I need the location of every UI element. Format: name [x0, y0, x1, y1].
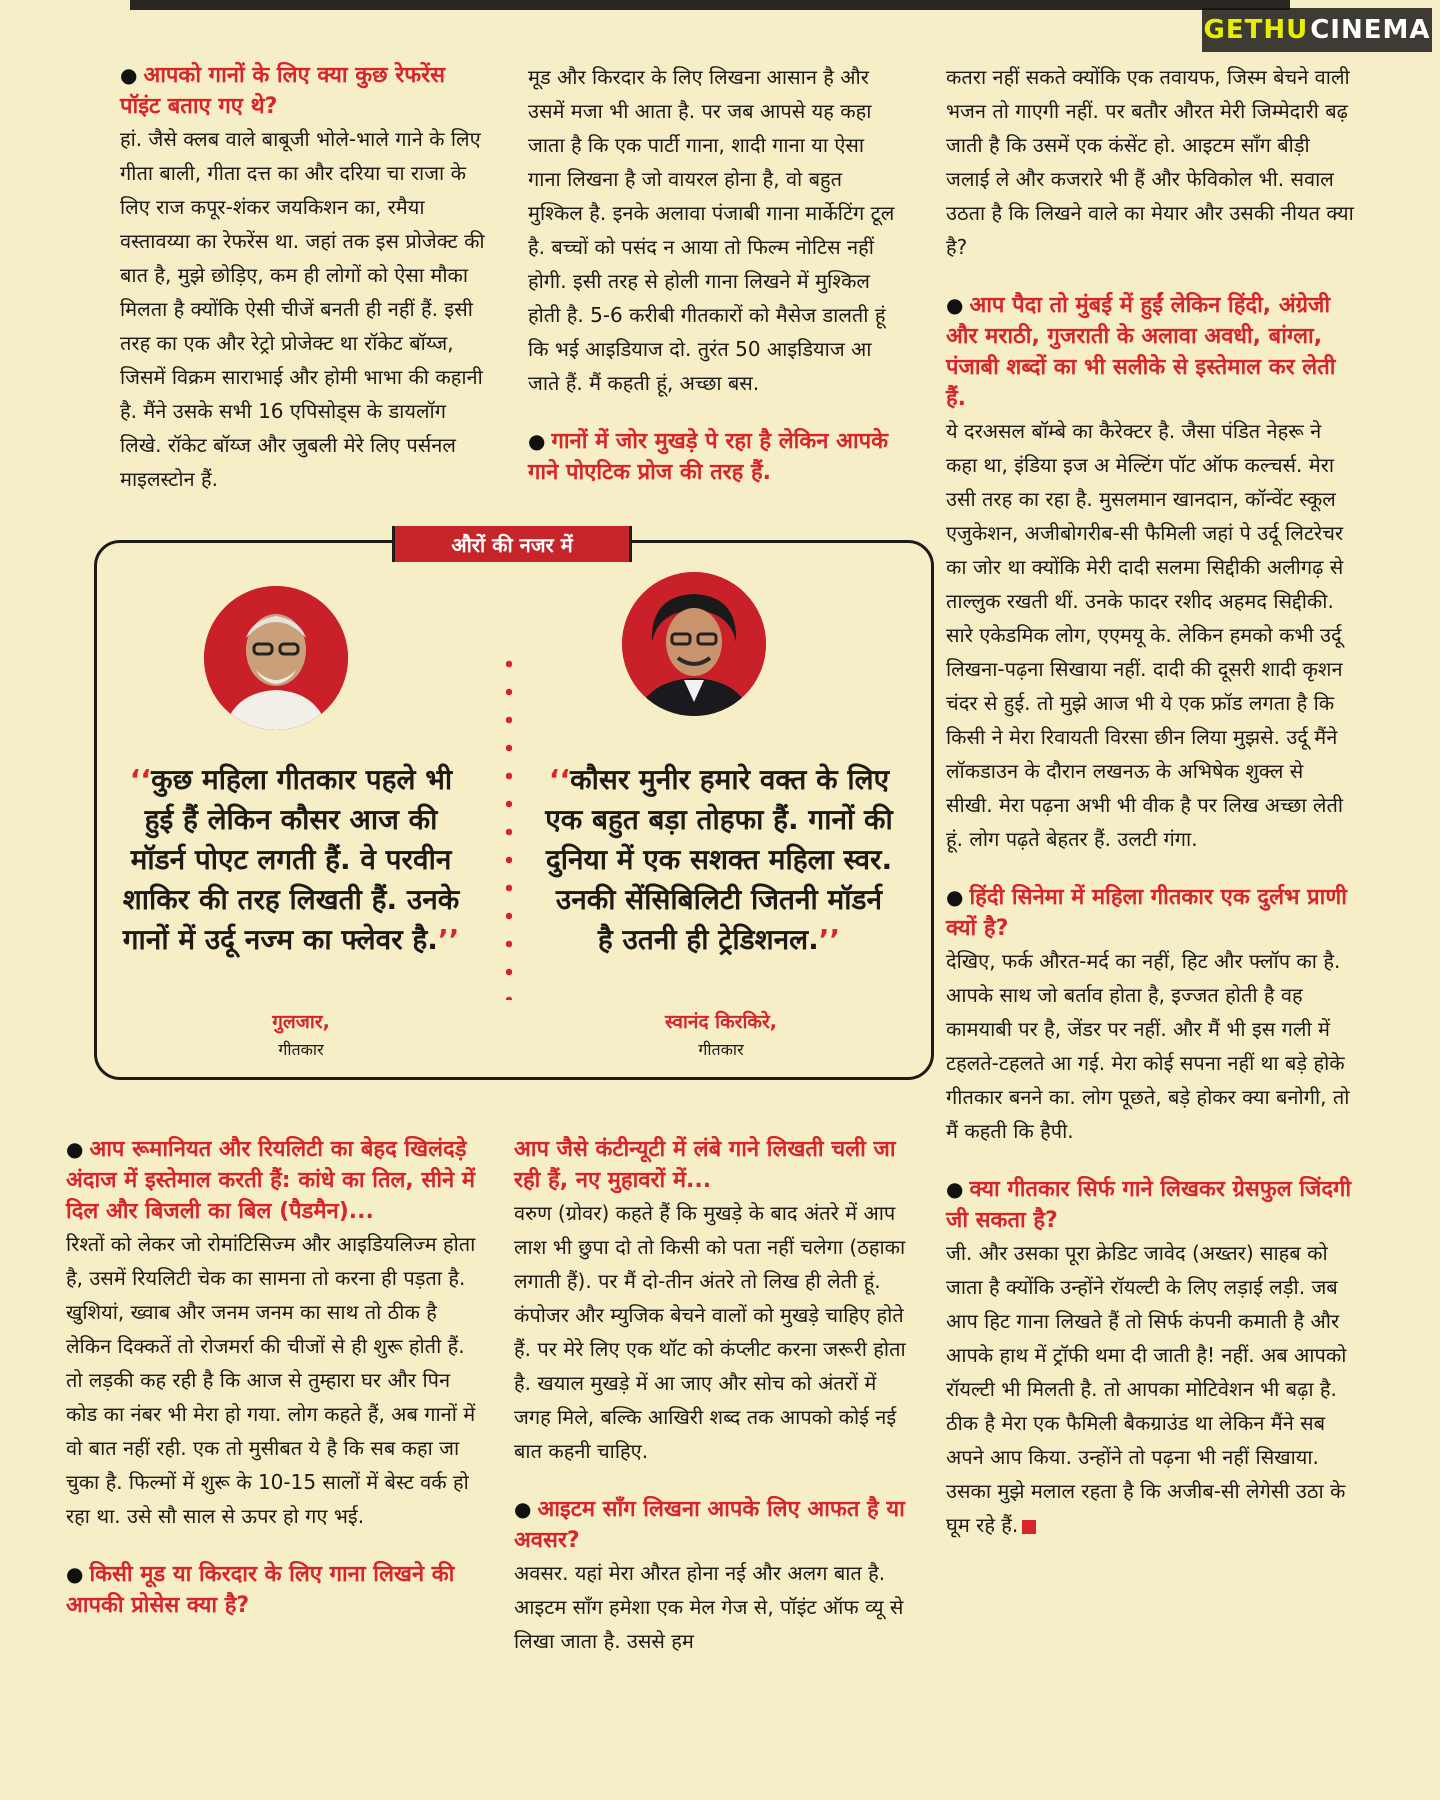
swanand-portrait — [622, 572, 766, 716]
top-band — [130, 0, 1290, 10]
question-heading: ● हिंदी सिनेमा में महिला गीतकार एक दुर्लभ प्राणी क्यों है? — [946, 885, 1347, 941]
answer-text: जी. और उसका पूरा क्रेडिट जावेद (अख्तर) साहब को जाता है क्योंकि उन्होंने रॉयल्टी के लिए लड़ाई लड़ी. जब आप हिट गाना लिखते हैं तो सिर्फ कंपनी कमाती है और आपके हाथ में ट्रॉफी थमा दी जाती है! नहीं. अब आपको रॉयल्टी भी मिलती है. तो आपका मोटिवेशन भी बढ़ा है. ठीक है मेरा एक फैमिली बैकग्राउंड था लेकिन मैंने सब अपने आप किया. उन्होंने तो पढ़ना भी नहीं सिखाया. उसका मुझे मलाल रहता है कि अजीब-सी लेगेसी उठा के घूम रहे हैं. — [946, 1241, 1347, 1537]
watermark-part1: GETHU — [1203, 15, 1309, 45]
column-3 — [946, 60, 1356, 1542]
answer-text: ये दरअसल बॉम्बे का कैरेक्टर है. जैसा पंडित नेहरू ने कहा था, इंडिया इज अ मेल्टिंग पॉट ऑफ कल्चर्स. मेरा उसी तरह का रहा है. मुसलमान खानदान, कॉन्वेंट स्कूल एजुकेशन, अजीबोगरीब-सी फैमिली जहां पे उर्दू लिटरेचर का जोर था क्योंकि मेरी दादी सलमा सिद्दीकी अलीगढ़ से ताल्लुक रखती थीं. उनके फादर रशीद अहमद सिद्दीकी. सारे एकेडमिक लोग, एएमयू के. लेकिन हमको कभी उर्दू लिखना-पढ़ना सिखाया नहीं. दादी की दूसरी शादी कृशन चंदर से हुई. तो मुझे आज भी ये एक फ्रॉड लगता है कि किसी ने मेरा रिवायती विरसा छीन लिया मुझसे. उर्दू मैंने लॉकडाउन के दौरान लखनऊ के अभिषेक शुक्ल से सीखी. मेरा पढ़ना अभी भी वीक है पर लिख अच्छा लेती हूं. लोग पढ़ते बेहतर हैं. उलटी गंगा. — [946, 419, 1344, 851]
column-1-bottom — [66, 1134, 476, 1621]
question-heading: ● आप रूमानियत और रियलिटी का बेहद खिलंदड़े अंदाज में इस्तेमाल करती हैं: कांधे का तिल, सीने में दिल और बिजली का बिल (पैडमैन)... — [66, 1137, 476, 1224]
dotted-divider — [506, 650, 512, 1000]
column-2-top — [528, 60, 900, 488]
answer-text: वरुण (ग्रोवर) कहते हैं कि मुखड़े के बाद अंतरे में आप लाश भी छुपा दो तो किसी को पता नहीं चलेगा (ठहाका लगाती हैं). पर मैं दो-तीन अंतरे तो लिख ही लेती हूं. कंपोजर और म्युजिक बेचने वालों को मुखड़े चाहिए होते हैं. पर मेरे लिए एक थॉट को कंप्लीट करना जरूरी होता है. खयाल मुखड़े में आ जाए और सोच को अंतरों में जगह मिले, बल्कि आखिरी शब्द तक आपको कोई नई बात कहनी चाहिए. — [514, 1201, 906, 1463]
gulzar-name: गुलजार, — [272, 1011, 330, 1033]
column-1-top — [120, 60, 492, 496]
column-2-bottom — [514, 1134, 914, 1658]
answer-text: हां. जैसे क्लब वाले बाबूजी भोले-भाले गाने के लिए गीता बाली, गीता दत्त का और दरिया चा राजा के लिए राज कपूर-शंकर जयकिशन का, रमैया वस्तावय्या का रेफरेंस था. जहां तक इस प्रोजेक्ट की बात है, मुझे छोड़िए, कम ही लोगों को ऐसा मौका मिलता है क्योंकि ऐसी चीजें बनती ही नहीं हैं. इसी तरह का एक और रेट्रो प्रोजेक्ट था रॉकेट बॉय्ज, जिसमें विक्रम साराभाई और होमी भाभा की कहानी है. मैंने उसके सभी 16 एपिसोड्स के डायलॉग लिखे. रॉकेट बॉय्ज और जुबली मेरे लिए पर्सनल माइलस्टोन हैं. — [120, 127, 485, 491]
watermark-logo — [1202, 8, 1432, 52]
gulzar-portrait — [204, 586, 348, 730]
question-heading: आप जैसे कंटीन्यूटी में लंबे गाने लिखती चली जा रही हैं, नए मुहावरों में... — [514, 1137, 896, 1193]
question-heading: ● गानों में जोर मुखड़े पे रहा है लेकिन आपके गाने पोएटिक प्रोज की तरह हैं. — [528, 429, 888, 485]
answer-text: अवसर. यहां मेरा औरत होना नई और अलग बात है. आइटम सॉंग हमेशा एक मेल गेज से, पॉइंट ऑफ व्यू से लिखा जाता है. उससे हम — [514, 1561, 904, 1653]
answer-text: मूड और किरदार के लिए लिखना आसान है और उसमें मजा भी आता है. पर जब आपसे यह कहा जाता है कि एक पार्टी गाना, शादी गाना या ऐसा गाना लिखना है जो वायरल होना है, वो बहुत मुश्किल है. इनके अलावा पंजाबी गाना मार्केटिंग टूल है. बच्चों को पसंद न आया तो फिल्म नोटिस नहीं होगी. इसी तरह से होली गाना लिखने में मुश्किल होती है. 5-6 करीबी गीतकारों को मैसेज डालती हूं कि भई आइडियाज दो. तुरंत 50 आइडियाज आ जाते हैं. मैं कहती हूं, अच्छा बस. — [528, 65, 895, 395]
question-heading: ● आप पैदा तो मुंबई में हुईं लेकिन हिंदी, अंग्रेजी और मराठी, गुजराती के अलावा अवधी, बांग्ला, पंजाबी शब्दों का भी सलीके से इस्तेमाल कर लेती हैं. — [946, 293, 1336, 411]
gulzar-role: गीतकार — [278, 1040, 324, 1059]
quote-box-title: औरों की नजर में — [392, 526, 632, 562]
question-heading: ● क्या गीतकार सिर्फ गाने लिखकर ग्रेसफुल जिंदगी जी सकता है? — [946, 1177, 1352, 1233]
question-heading: ● किसी मूड या किरदार के लिए गाना लिखने की आपकी प्रोसेस क्या है? — [66, 1562, 455, 1618]
question-heading: ● आइटम सॉंग लिखना आपके लिए आफत है या अवसर? — [514, 1497, 905, 1553]
answer-text: कतरा नहीं सकते क्योंकि एक तवायफ, जिस्म बेचने वाली भजन तो गाएगी नहीं. पर बतौर औरत मेरी जिम्मेदारी बढ़ जाती है कि उसमें एक कंसेंट हो. आइटम सॉंग बीड़ी जलाई ले और कजरारे भी हैं और फेविकोल भी. सवाल उठता है कि लिखने वाले का मेयार और उसकी नीयत क्या है? — [946, 65, 1354, 259]
swanand-quote: ‘‘कौसर मुनीर हमारे वक्त के लिए एक बहुत बड़ा तोहफा हैं. गानों की दुनिया में एक सशक्त महिला स्वर. उनकी सेंसिबिलिटी जितनी मॉडर्न है उतनी ही ट्रेडिशनल.’’ — [545, 763, 893, 956]
question-heading: ● आपको गानों के लिए क्या कुछ रेफरेंस पॉइंट बताए गए थे? — [120, 63, 446, 119]
swanand-role: गीतकार — [698, 1040, 744, 1059]
end-mark — [1022, 1520, 1036, 1534]
watermark-part2: CINEMA — [1310, 15, 1431, 45]
gulzar-quote: ‘‘कुछ महिला गीतकार पहले भी हुई हैं लेकिन कौसर आज की मॉडर्न पोएट लगती हैं. वे परवीन शाकिर की तरह लिखती हैं. उनके गानों में उर्दू नज्म का फ्लेवर है.’’ — [122, 763, 460, 956]
answer-text: देखिए, फर्क औरत-मर्द का नहीं, हिट और फ्लॉप का है. आपके साथ जो बर्ताव होता है, इज्जत होती है वह कामयाबी पर है, जेंडर पर नहीं. और मैं भी इस गली में टहलते-टहलते आ गई. मेरा कोई सपना नहीं था बड़े होके गीतकार बनने का. लोग पूछते, बड़े होकर क्या बनोगी, तो मैं कहती कि हैपी. — [946, 949, 1350, 1143]
answer-text: रिश्तों को लेकर जो रोमांटिसिज्म और आइडियलिज्म होता है, उसमें रियलिटी चेक का सामना तो करना ही पड़ता है. खुशियां, ख्वाब और जनम जनम का साथ तो ठीक है लेकिन दिक्कतें तो रोजमर्रा की चीजों से ही शुरू होती हैं. तो लड़की कह रही है कि आज से तुम्हारा घर और पिन कोड का नंबर भी मेरा हो गया. लोग कहते हैं, अब गानों में वो बात नहीं रही. एक तो मुसीबत ये है कि सब कहा जा चुका है. फिल्मों में शुरू के 10-15 सालों में बेस्ट वर्क हो रहा था. उसे सौ साल से ऊपर हो गए भई. — [66, 1232, 476, 1528]
swanand-name: स्वानंद किरकिरे, — [665, 1011, 777, 1033]
